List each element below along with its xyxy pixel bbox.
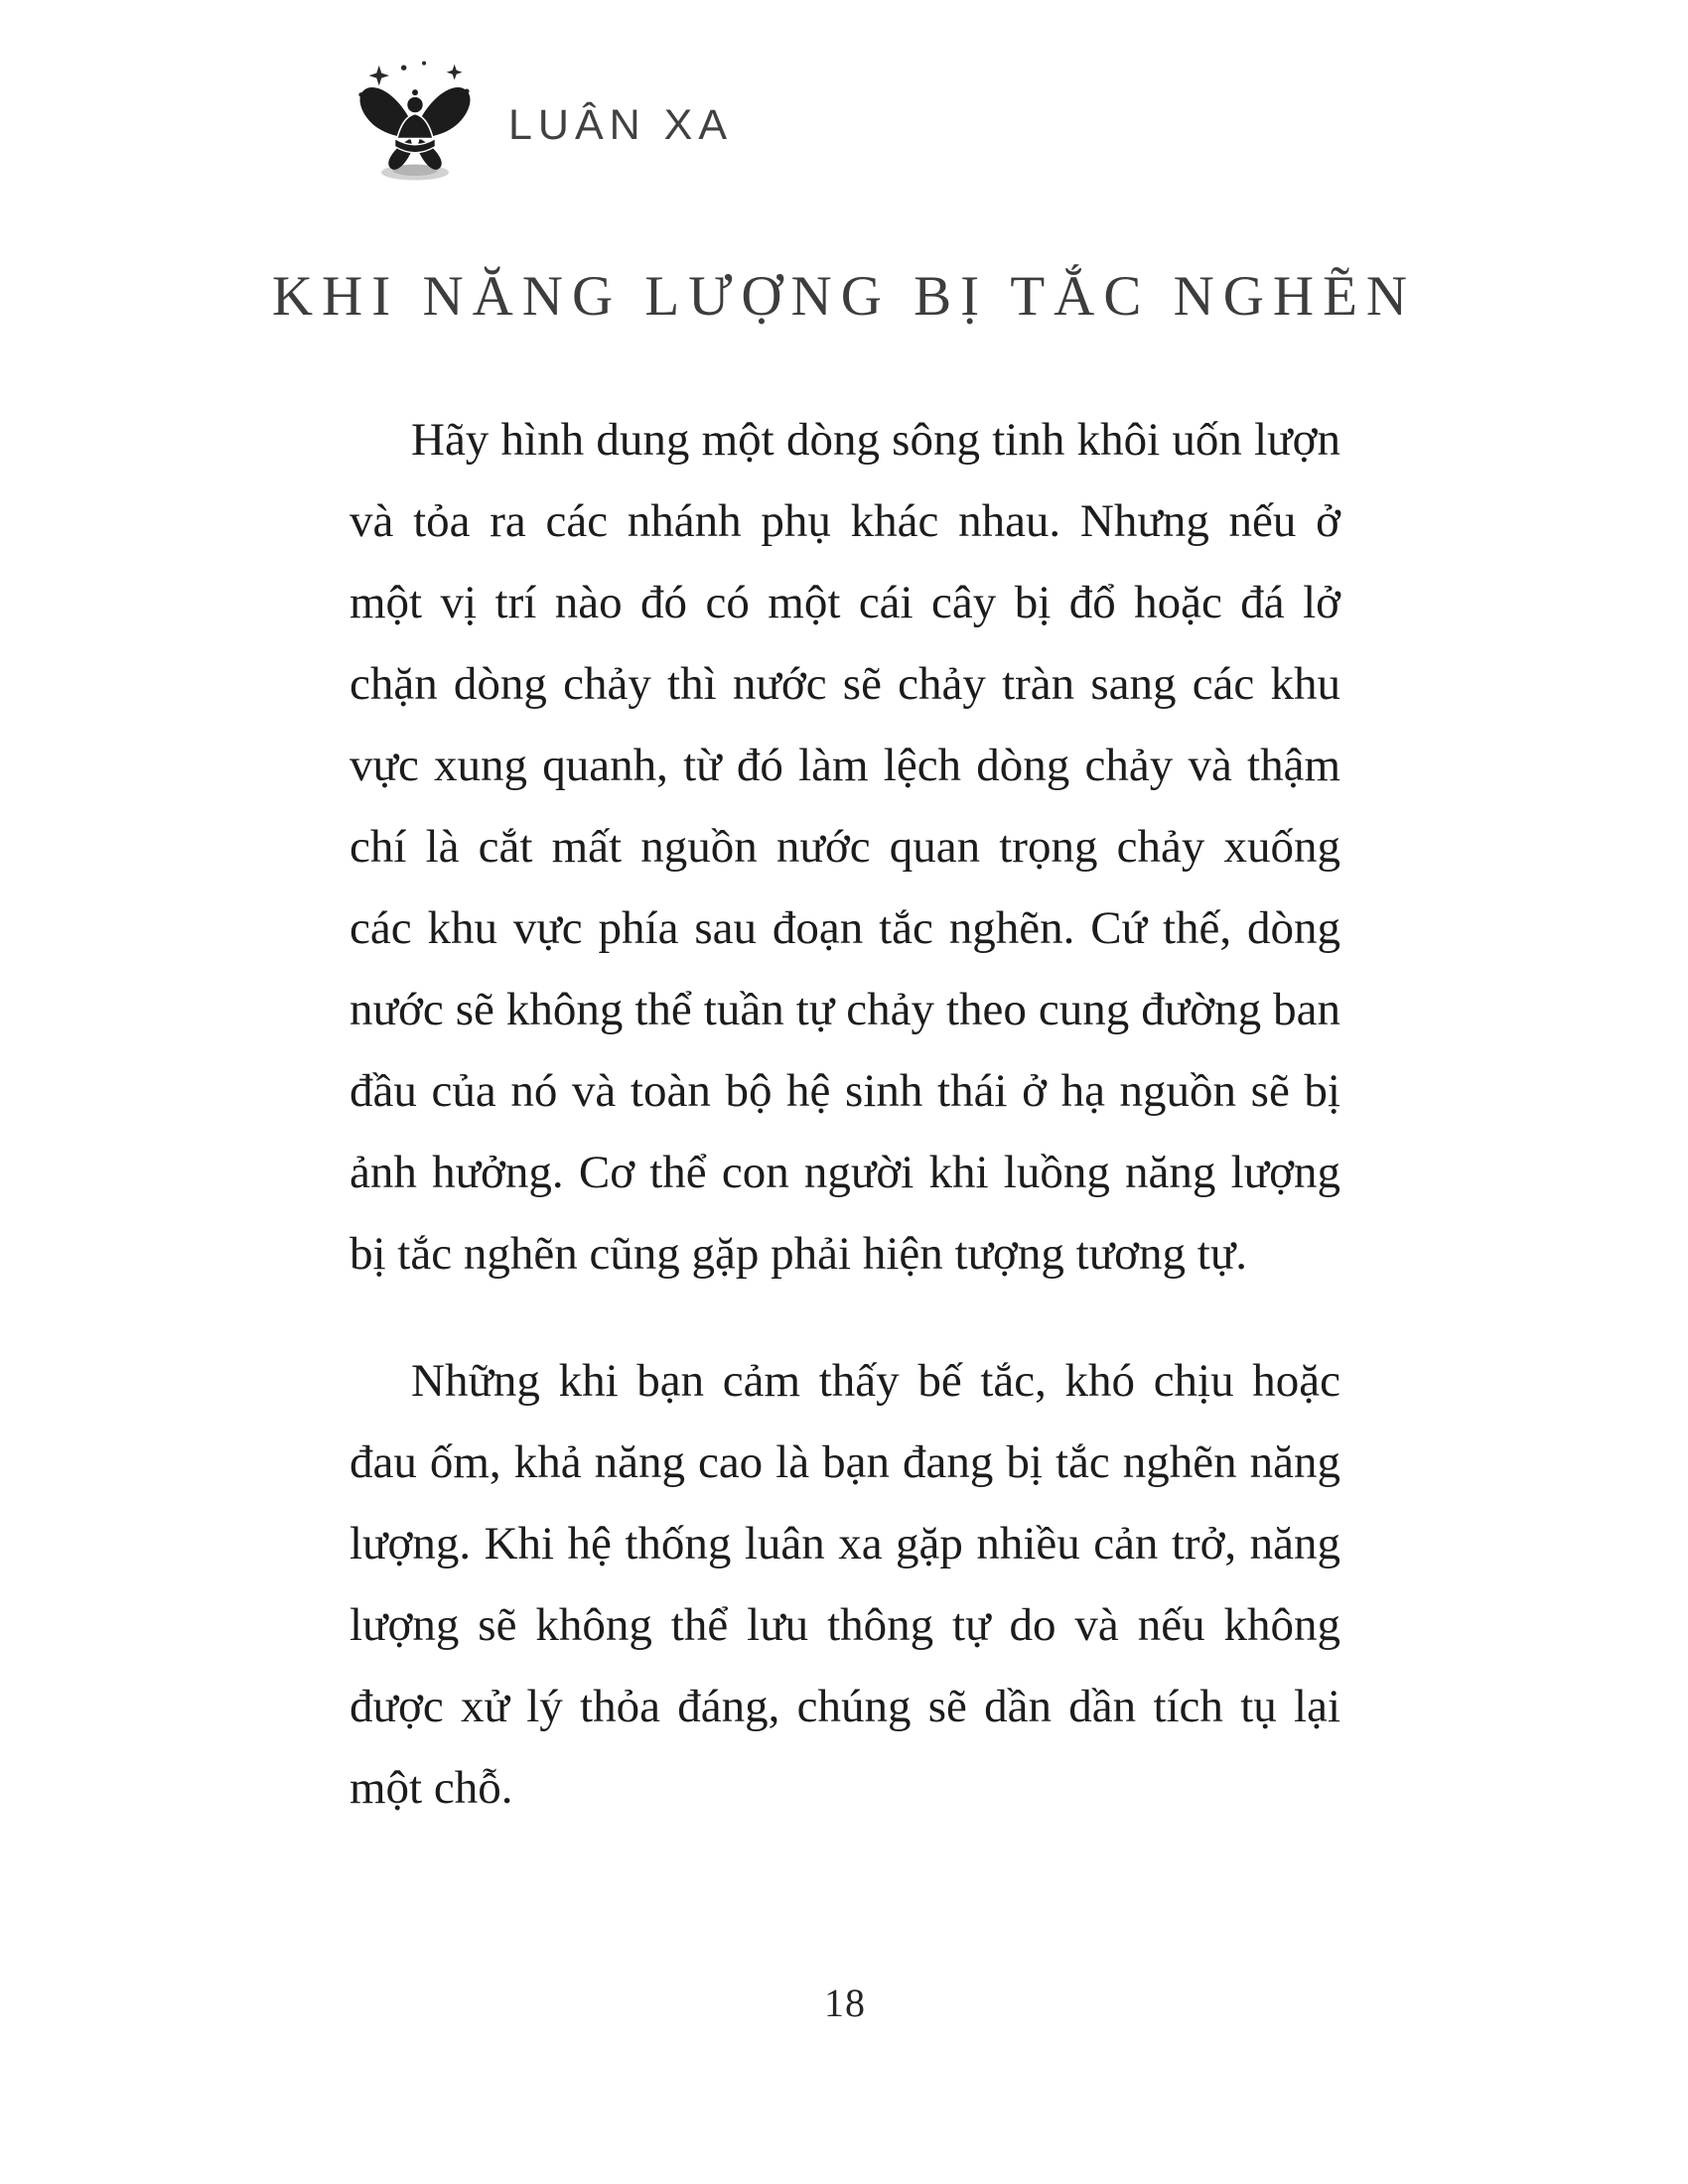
body-text — [350, 399, 1340, 1829]
page-footer — [350, 1979, 1340, 2026]
body-paragraph: Hãy hình dung một dòng sông tinh khôi uốn lượn và tỏa ra các nhánh phụ khác nhau. Nhưng nếu ở một vị trí nào đó có một cái cây bị đổ hoặc đá lở chặn dòng chảy thì nước sẽ chảy tràn sang các khu vực xung quanh, từ đó làm lệch dòng chảy và thậm chí là cắt mất nguồn nước quan trọng chảy xuống các khu vực phía sau đoạn tắc nghẽn. Cứ thế, dòng nước sẽ không thể tuần tự chảy theo cung đường ban đầu của nó và toàn bộ hệ sinh thái ở hạ nguồn sẽ bị ảnh hưởng. Cơ thể con người khi luồng năng lượng bị tắc nghẽn cũng gặp phải hiện tượng tương tự. — [350, 414, 1340, 1280]
butterfly-meditation-icon — [348, 58, 483, 193]
body-paragraph: Những khi bạn cảm thấy bế tắc, khó chịu hoặc đau ốm, khả năng cao là bạn đang bị tắc nghẽn năng lượng. Khi hệ thống luân xa gặp nhiều cản trở, năng lượng sẽ không thể lưu thông tự do và nếu không được xử lý thỏa đáng, chúng sẽ dần dần tích tụ lại một chỗ. — [350, 1355, 1340, 1814]
running-head-book-title: LUÂN XA — [508, 100, 734, 149]
page-number: 18 — [824, 1980, 866, 2025]
page-header — [348, 58, 733, 193]
chapter-title: KHI NĂNG LƯỢNG BỊ TẮC NGHẼN — [271, 265, 1417, 328]
